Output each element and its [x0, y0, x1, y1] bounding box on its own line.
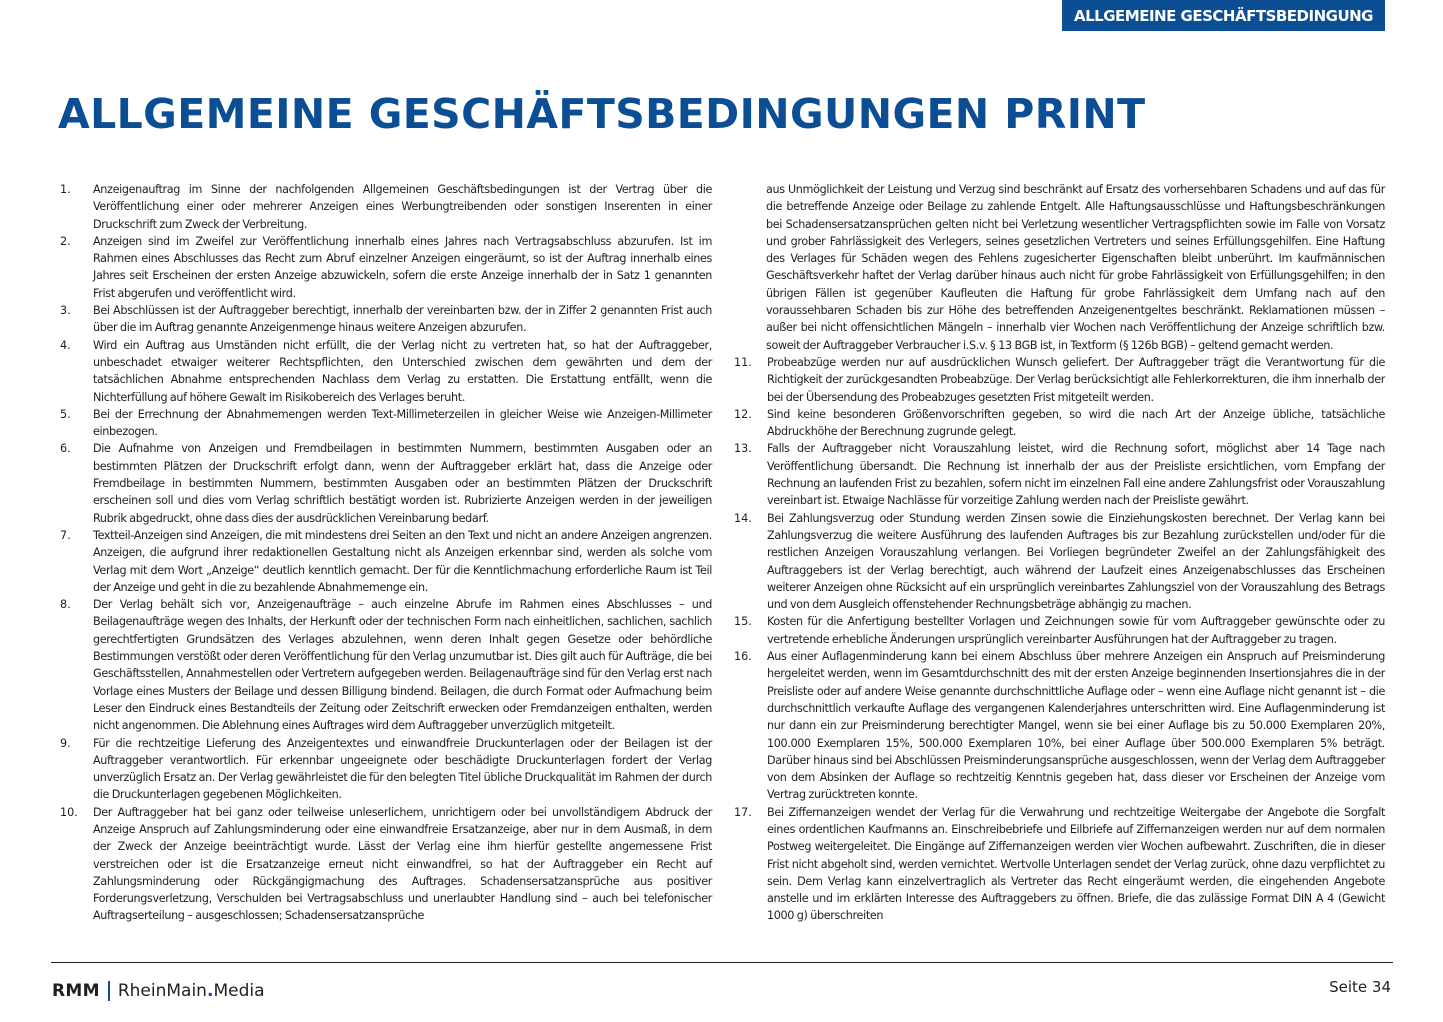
- clause-text: Probeabzüge werden nur auf ausdrücklichen Wunsch geliefert. Der Auftraggeber trägt die Verantwortung für die Richtigkeit der zurückgesandten Probeabzüge. Der Verlag berücksichtigt alle Fehlerkorrekturen, die ihm innerhalb der bei der Übersendung des Probeabzuges gesetzten Frist mitgeteilt werden.: [767, 355, 1385, 404]
- clause-17: [733, 804, 1385, 925]
- clause-number: 4.: [60, 338, 71, 352]
- clause-12: [733, 406, 1385, 441]
- clause-15: [733, 613, 1385, 648]
- clause-16: [733, 648, 1385, 804]
- clause-text: Bei Zahlungsverzug oder Stundung werden Zinsen sowie die Einziehungskosten berechnet. Der Verlag kann bei Zahlungsverzug die weitere Ausführung des laufenden Auftrages bis zur Bezahlung zurückstellen und/oder für die restlichen Anzeigen Vorauszahlung verlangen. Bei Vorliegen begründeter Zweifel an der Zahlungsfähigkeit des Auftraggebers ist der Verlag berechtigt, auch während der Laufzeit eines Anzeigenabschlusses das Erscheinen weiterer Anzeigen ohne Rücksicht auf ein ursprünglich vereinbartes Zahlungsziel von der Vorauszahlung des Betrags und von dem Ausgleich offenstehender Rechnungsbeträge abhängig zu machen.: [767, 511, 1385, 612]
- brand-suffix: Media: [213, 981, 265, 1001]
- clause-text: Bei Abschlüssen ist der Auftraggeber berechtigt, innerhalb der vereinbarten bzw. der in Ziffer 2 genannten Frist auch über die im Auftrag genannte Anzeigenmenge hinaus weitere Anzeigen abzurufen.: [93, 304, 712, 335]
- clause-text: Anzeigenauftrag im Sinne der nachfolgenden Allgemeinen Geschäftsbedingungen ist der Vertrag über die Veröffentlichung einer oder mehrerer Anzeigen eines Werbungtreibenden oder sonstigen Inserenten in einer Druckschrift zum Zweck der Verbreitung.: [93, 183, 712, 231]
- footer-logo: [52, 981, 265, 1001]
- clause-11: [733, 354, 1385, 406]
- page-number: Seite 34: [1329, 978, 1391, 996]
- clause-3: [60, 302, 712, 337]
- clause-text: Die Aufnahme von Anzeigen und Fremdbeilagen in bestimmten Nummern, bestimmten Ausgaben oder an bestimmten Plätzen der Druckschrift erfolgt dann, wenn der Auftraggeber erklärt hat, dass die Anzeige oder Fremdbeilage in bestimmten Nummern, bestimmten Ausgaben oder an bestimmten Plätzen der Druckschrift erscheinen soll und dies vom Verlag schriftlich bestätigt worden ist. Rubrizierte Anzeigen werden in der jeweiligen Rubrik abgedruckt, ohne dass dies der ausdrücklichen Vereinbarung bedarf.: [93, 442, 712, 525]
- clause-10-continued: [733, 181, 1385, 354]
- terms-column-left: [60, 181, 712, 925]
- brand-abbreviation: RMM: [52, 981, 100, 1001]
- clause-number: 15.: [734, 615, 752, 629]
- clause-number: 11.: [734, 355, 752, 369]
- clause-text: Anzeigen sind im Zweifel zur Veröffentlichung innerhalb eines Jahres nach Vertragsabschluss abzurufen. Ist im Rahmen eines Abschlusses das Recht zum Abruf einzelner Anzeigen eingeräumt, so ist der Auftrag innerhalb eines Jahres seit Erscheinen der ersten Anzeige abzuwickeln, sofern die erste Anzeige innerhalb der in Satz 1 genannten Frist abgerufen und veröffentlicht wird.: [93, 234, 712, 300]
- clause-text: Bei der Errechnung der Abnahmemengen werden Text-Millimeterzeilen in gleicher Weise wie Anzeigen-Millimeter einbezogen.: [93, 407, 712, 439]
- clause-5: [60, 406, 712, 441]
- clause-number: 6.: [60, 442, 71, 456]
- clause-number: 8.: [60, 598, 71, 612]
- page-title: ALLGEMEINE GESCHÄFTSBEDINGUNGEN PRINT: [58, 90, 1146, 138]
- clause-number: 16.: [734, 650, 752, 664]
- clause-text: Sind keine besonderen Größenvorschriften gegeben, so wird die nach Art der Anzeige übliche, tatsächliche Abdruckhöhe der Berechnung zugrunde gelegt.: [767, 407, 1385, 439]
- clause-text: Wird ein Auftrag aus Umständen nicht erfüllt, die der Verlag nicht zu vertreten hat, so hat der Auftraggeber, unbeschadet etwaiger weiterer Rechtspflichten, den Unterschied zwischen dem gewährten und dem der tatsächlichen Abnahme entsprechenden Nachlass dem Verlag zu erstatten. Die Erstattung entfällt, wenn die Nichterfüllung auf höhere Gewalt im Risikobereich des Verlages beruht.: [93, 338, 712, 404]
- brand-dot: .: [206, 981, 214, 1001]
- clause-text: Bei Ziffernanzeigen wendet der Verlag für die Verwahrung und rechtzeitige Weitergabe der Angebote die Sorgfalt eines ordentlichen Kaufmanns an. Einschreibebriefe und Eilbriefe auf Ziffernanzeigen werden nur auf dem normalen Postweg weitergeleitet. Die Eingänge auf Ziffernanzeigen werden vier Wochen aufbewahrt. Zuschriften, die in dieser Frist nicht abgeholt sind, werden vernichtet. Wertvolle Unterlagen sendet der Verlag zurück, ohne dazu verpflichtet zu sein. Dem Verlag kann einzelvertraglich als Vertreter das Recht eingeräumt werden, die eingehenden Angebote anstelle und im erklärten Interesse des Auftraggebers zu öffnen. Briefe, die das zulässige Format DIN A 4 (Gewicht 1000 g) überschreiten: [767, 805, 1385, 923]
- clause-number: 5.: [60, 407, 71, 421]
- clause-text: Kosten für die Anfertigung bestellter Vorlagen und Zeichnungen sowie für vom Auftraggeber gewünschte oder zu vertretende erhebliche Änderungen ursprünglich vereinbarter Ausführungen hat der Auftraggeber zu tragen.: [767, 615, 1385, 646]
- clause-number: 3.: [60, 304, 71, 318]
- clause-2: [60, 233, 712, 302]
- clause-10: [60, 804, 712, 925]
- clause-text: Der Verlag behält sich vor, Anzeigenaufträge – auch einzelne Abrufe im Rahmen eines Abschlusses – und Beilagenaufträge wegen des Inhalts, der Herkunft oder der technischen Form nach einheitlichen, sachlichen, sachlich gerechtfertigten Grundsätzen des Verlages abzulehnen, wenn deren Inhalt gegen Gesetze oder behördliche Bestimmungen verstößt oder deren Veröffentlichung für den Verlag unzumutbar ist. Dies gilt auch für Aufträge, die bei Geschäftsstellen, Annahmestellen oder Vertretern aufgegeben werden. Beilagenaufträge sind für den Verlag erst nach Vorlage eines Musters der Beilage und dessen Billigung bindend. Beilagen, die durch Format oder Aufmachung beim Leser den Eindruck eines Bestandteils der Zeitung oder Zeitschrift erwecken oder Fremdanzeigen enthalten, werden nicht angenommen. Die Ablehnung eines Auftrages wird dem Auftraggeber unverzüglich mitgeteilt.: [93, 598, 712, 733]
- clause-6: [60, 440, 712, 526]
- clause-number: 7.: [60, 528, 71, 542]
- clause-text: Der Auftraggeber hat bei ganz oder teilweise unleserlichem, unrichtigem oder bei unvollständigem Abdruck der Anzeige Anspruch auf Zahlungsminderung oder eine einwandfreie Ersatzanzeige, aber nur in dem Ausmaß, in dem der Zweck der Anzeige beeinträchtigt wurde. Lässt der Verlag eine ihm hierfür gestellte angemessene Frist verstreichen oder ist die Ersatzanzeige erneut nicht einwandfrei, so hat der Auftraggeber ein Recht auf Zahlungsminderung oder Rückgängigmachung des Auftrages. Schadensersatzansprüche aus positiver Forderungsverletzung, Verschulden bei Vertragsabschluss und unerlaubter Handlung sind – auch bei telefonischer Auftragserteilung – ausgeschlossen; Schadensersatzansprüche: [93, 805, 712, 923]
- clause-1: [60, 181, 712, 233]
- clause-7: [60, 527, 712, 596]
- brand-name: RheinMain: [117, 981, 207, 1001]
- clause-text: Falls der Auftraggeber nicht Vorauszahlung leistet, wird die Rechnung sofort, möglichst aber 14 Tage nach Veröffentlichung übersandt. Die Rechnung ist innerhalb der aus der Preisliste ersichtlichen, vom Empfang der Rechnung an laufenden Frist zu bezahlen, sofern nicht im einzelnen Fall eine andere Zahlungsfrist oder Vorauszahlung vereinbart ist. Etwaige Nachlässe für vorzeitige Zahlung werden nach der Preisliste gewährt.: [767, 442, 1385, 508]
- clause-number: 17.: [734, 805, 752, 819]
- section-tag: ALLGEMEINE GESCHÄFTSBEDINGUNG: [1062, 0, 1385, 31]
- clause-number: 14.: [734, 511, 752, 525]
- clause-4: [60, 337, 712, 406]
- brand-divider: [108, 981, 110, 1001]
- clause-text: Für die rechtzeitige Lieferung des Anzeigentextes und einwandfreie Druckunterlagen oder der Beilagen ist der Auftraggeber verantwortlich. Für erkennbar ungeeignete oder beschädigte Druckunterlagen fordert der Verlag unverzüglich Ersatz an. Der Verlag gewährleistet die für den belegten Titel übliche Druckqualität im Rahmen der durch die Druckunterlagen gegebenen Möglichkeiten.: [93, 736, 712, 802]
- clause-number: 9.: [60, 736, 71, 750]
- clause-number: 2.: [60, 234, 71, 248]
- clause-14: [733, 510, 1385, 614]
- clause-text: Textteil-Anzeigen sind Anzeigen, die mit mindestens drei Seiten an den Text und nicht an andere Anzeigen angrenzen. Anzeigen, die aufgrund ihrer redaktionellen Gestaltung nicht als Anzeigen erkennbar sind, werden als solche vom Verlag mit dem Wort „Anzeige“ deutlich kenntlich gemacht. Der für die Kenntlichmachung erforderliche Raum ist Teil der Anzeige und geht in die zu bezahlende Abnahmemenge ein.: [93, 528, 712, 594]
- clause-number: 1.: [60, 183, 71, 196]
- clause-number: 10.: [60, 805, 78, 819]
- clause-number: 12.: [734, 407, 752, 421]
- terms-column-right: [733, 181, 1385, 925]
- clause-text: aus Unmöglichkeit der Leistung und Verzug sind beschränkt auf Ersatz des vorhersehbaren Schadens und auf das für die betreffende Anzeige oder Beilage zu zahlende Entgelt. Alle Haftungsausschlüsse und Haftungsbeschränkungen bei Schadensersatzansprüchen gelten nicht bei Verletzung wesentlicher Vertragspflichten sowie im Falle von Vorsatz und grober Fahrlässigkeit des Verlegers, seines gesetzlichen Vertreters und seines Erfüllungsgehilfen. Eine Haftung des Verlages für Schäden wegen des Fehlens zugesicherter Eigenschaften bleibt unberührt. Im kaufmännischen Geschäftsverkehr haftet der Verlag darüber hinaus auch nicht für grobe Fahrlässigkeit von Erfüllungsgehilfen; in den übrigen Fällen ist gegenüber Kaufleuten die Haftung für grobe Fahrlässigkeit dem Umfang nach auf den voraussehbaren Schaden bis zur Höhe des betreffenden Anzeigenentgeltes beschränkt. Reklamationen müssen – außer bei nicht offensichtlichen Mängeln – innerhalb vier Wochen nach Veröffentlichung der Anzeige schriftlich bzw. soweit der Auftraggeber Verbraucher i.S.v. § 13 BGB ist, in Textform (§ 126b BGB) – geltend gemacht werden.: [766, 183, 1385, 352]
- clause-9: [60, 735, 712, 804]
- footer-divider: [51, 962, 1393, 963]
- clause-8: [60, 596, 712, 734]
- clause-13: [733, 440, 1385, 509]
- clause-text: Aus einer Auflagenminderung kann bei einem Abschluss über mehrere Anzeigen ein Anspruch auf Preisminderung hergeleitet werden, wenn im Gesamtdurchschnitt des mit der ersten Anzeige beginnenden Insertionsjahres die in der Preisliste oder auf andere Weise genannte durchschnittliche Auflage oder – wenn eine Auflage nicht genannt ist – die durchschnittlich verkaufte Auflage des vergangenen Kalenderjahres unterschritten wird. Eine Auflagenminderung ist nur dann ein zur Preisminderung berechtigter Mangel, wenn sie bei einer Auflage bis zu 50.000 Exemplaren 20%, 100.000 Exemplaren 15%, 500.000 Exemplaren 10%, bei einer Auflage über 500.000 Exemplaren 5% beträgt. Darüber hinaus sind bei Abschlüssen Preisminderungsansprüche ausgeschlossen, wenn der Verlag dem Auftraggeber von dem Absinken der Auflage so rechtzeitig Kenntnis gegeben hat, dass dieser vor Erscheinen der Anzeige vom Vertrag zurücktreten konnte.: [767, 650, 1385, 802]
- clause-number: 13.: [734, 442, 752, 456]
